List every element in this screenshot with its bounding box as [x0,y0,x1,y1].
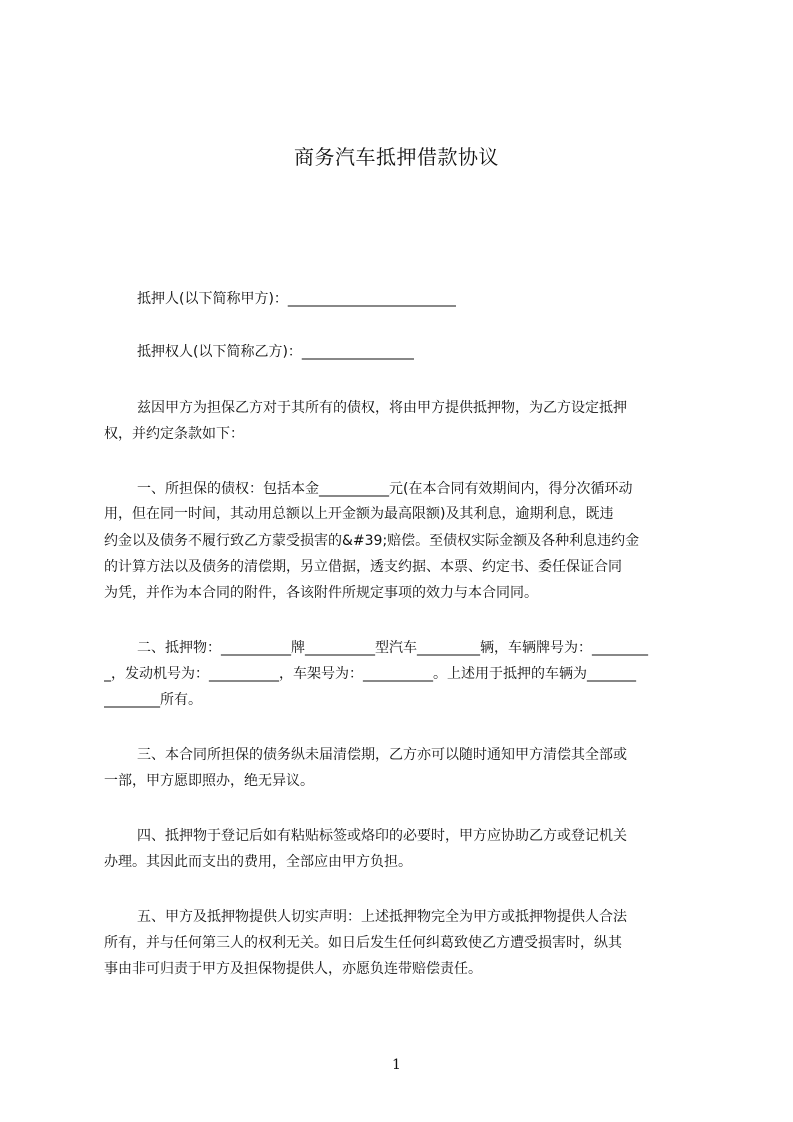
clause-1-line: 为凭，并作为本合同的附件，各该附件所规定事项的效力与本合同同。 [104,585,538,601]
clause-5-line: 五、甲方及抵押物提供人切实声明：上述抵押物完全为甲方或抵押物提供人合法 [137,909,627,925]
intro-line: 兹因甲方为担保乙方对于其所有的债权，将由甲方提供抵押物，为乙方设定抵押 [137,400,627,416]
clause-3-line: 一部，甲方愿即照办，绝无异议。 [104,773,314,789]
clause-2-line: 二、抵押物：__________牌__________型汽车_________辆，车辆牌号为：________ [137,640,648,656]
clause-3-line: 三、本合同所担保的债务纵未届清偿期，乙方亦可以随时通知甲方清偿其全部或 [137,747,627,763]
clause-1-line: 一、所担保的债权：包括本金__________元(在本合同有效期间内，得分次循环动 [137,481,633,497]
clause-4-line: 四、抵押物于登记后如有粘贴标签或烙印的必要时，甲方应协助乙方或登记机关 [137,828,627,844]
clause-4-line: 办理。其因此而支出的费用，全部应由甲方负担。 [104,854,412,870]
clause-5-line: 事由非可归责于甲方及担保物提供人，亦愿负连带赔偿责任。 [104,961,482,977]
clause-2-line: _，发动机号为：__________，车架号为：__________。上述用于抵押的车辆为_______ [104,666,636,682]
clause-1-line: 用，但在同一时间，其动用总额以上开金额为最高限额)及其利息，逾期利息，既违 [104,506,614,522]
clause-1-line: 约金以及债务不履行致乙方蒙受损害的&#39;赔偿。至债权实际金额及各种利息违约金 [104,533,640,549]
clause-5-line: 所有，并与任何第三人的权利无关。如日后发生任何纠葛致使乙方遭受损害时，纵其 [104,935,622,951]
page-title: 商务汽车抵押借款协议 [294,145,499,169]
clause-1-line: 的计算方法以及债务的清偿期，另立借据，透支约据、本票、约定书、委任保证合同 [104,559,622,575]
mortgagor-line: 抵押人(以下简称甲方)：________________________ [137,291,456,307]
clause-2-line: ________所有。 [104,692,202,708]
page-number: 1 [392,1057,401,1073]
mortgagee-line: 抵押权人(以下简称乙方)：________________ [137,344,414,360]
intro-line: 权，并约定条款如下： [104,426,244,442]
